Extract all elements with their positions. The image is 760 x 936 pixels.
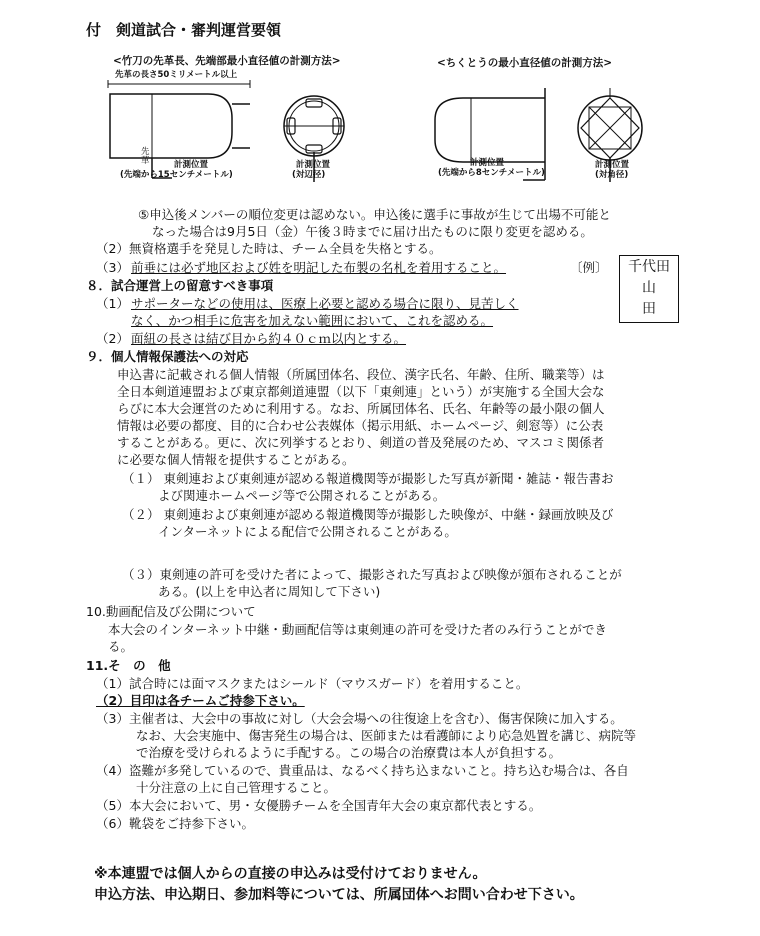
section11-item4-line2: 十分注意の上に自己管理すること。: [136, 780, 337, 795]
right-cross-label: 計測位置: [595, 160, 630, 170]
left-measure-sub: (先端から15センチメートル): [120, 170, 233, 180]
section9-paragraph-line: することがある。更に、次に列挙するとおり、剣道の普及発展のため、マスコミ関係者: [117, 435, 605, 450]
left-measure-label: 計測位置: [174, 160, 209, 170]
section7-item3: 前垂には必ず地区および姓を明記した布製の名札を着用すること。: [131, 260, 507, 275]
name-tag-line: 山: [642, 280, 656, 296]
tip-length-label: 先革の長さ50ミリメートル以上: [115, 70, 238, 80]
section8-item2: 面紐の長さは結び目から約４０ｃｍ以内とする。: [131, 331, 407, 346]
page-title: 付 剣道試合・審判運営要領: [86, 21, 282, 39]
section11-title: 11.そ の 他: [86, 658, 171, 673]
section9-paragraph-line: 全日本剣道連盟および東京都剣道連盟（以下「東剣連」という）が実施する全国大会な: [117, 384, 605, 399]
section11-item5: （5）本大会において、男・女優勝チームを全国青年大会の東京都代表とする。: [96, 798, 542, 813]
section10-line2: る。: [108, 639, 134, 654]
section8-item2-prefix: （2）: [96, 331, 129, 346]
right-figure-caption: <ちくとうの最小直径値の計測方法>: [437, 57, 613, 69]
section7-item2: （2）無資格選手を発見した時は、チーム全員を失格とする。: [96, 241, 442, 256]
section8-title: ８．試合運営上の留意すべき事項: [86, 278, 274, 293]
section11-item1: （1）試合時には面マスクまたはシールド（マウスガード）を着用すること。: [96, 676, 529, 691]
section7-item3-prefix: （3）: [96, 260, 129, 275]
section9-item2-line2: インターネットによる配信で公開されることがある。: [158, 524, 457, 539]
section8-item1-line1: サポーターなどの使用は、医療上必要と認める場合に限り、見苦しく: [131, 296, 519, 311]
right-measure-label: 計測位置: [470, 158, 505, 168]
example-label: 〔例〕: [570, 260, 608, 275]
left-cross-sub: (対辺径): [292, 170, 326, 180]
section9-item1-line2: よび関連ホームページ等で公開されることがある。: [158, 488, 446, 503]
left-cross-label: 計測位置: [296, 160, 331, 170]
section11-item3-line3: で治療を受けられるように手配する。この場合の治療費は本人が負担する。: [136, 745, 562, 760]
section10-title: 10.動画配信及び公開について: [86, 604, 256, 619]
shinai-tip-diagram: [100, 66, 390, 186]
section9-item2-line1: （２） 東剣連および東剣連が認める報道機関等が撮影した映像が、中継・録画放映及び: [122, 507, 614, 522]
section11-item3-line2: なお、大会実施中、傷害発生の場合は、医師または看護師により応急処置を講じ、病院等: [136, 728, 637, 743]
name-tag-example: [619, 255, 679, 323]
section8-item1-line2: なく、かつ相手に危害を加えない範囲において、これを認める。: [131, 313, 494, 328]
section11-item6: （6）靴袋をご持参下さい。: [96, 816, 254, 831]
right-measure-sub: (先端から8センチメートル): [438, 168, 545, 178]
section9-item3-line2: ある。(以上を申込者に周知して下さい): [158, 584, 381, 599]
section9-paragraph-line: に必要な個人情報を提供することがある。: [117, 452, 355, 467]
section9-item1-line1: （１） 東剣連および東剣連が認める報道機関等が撮影した写真が新聞・雑誌・報告書お: [122, 471, 614, 486]
section11-item2: （2）目印は各チームご持参下さい。: [96, 693, 305, 708]
section11-item3-line1: （3）主催者は、大会中の事故に対し（大会会場への往復途上を含む）、傷害保険に加入する。: [96, 711, 623, 726]
section11-item4-line1: （4）盗難が多発しているので、貴重品は、なるべく持ち込まないこと。持ち込む場合は、各自: [96, 763, 629, 778]
item5-line1: ⑤申込後メンバーの順位変更は認めない。申込後に選手に事故が生じて出場不可能と: [138, 207, 611, 222]
section8-item1-prefix: （1）: [96, 296, 129, 311]
name-tag-line: 田: [642, 301, 656, 317]
left-figure-caption: <竹刀の先革長、先端部最小直径値の計測方法>: [113, 55, 341, 67]
section9-paragraph-line: らびに本大会運営のために利用する。なお、所属団体名、氏名、年齢等の最小限の個人: [117, 401, 605, 416]
right-cross-sub: (対角径): [595, 170, 629, 180]
notice-line2: 申込方法、申込期日、参加料等については、所属団体へお問い合わせ下さい。: [94, 887, 584, 903]
sakigawa-label: 先革: [141, 147, 150, 166]
section9-paragraph-line: 情報は必要の都度、目的に合わせ公表媒体（掲示用紙、ホームページ、剣窓等）に公表: [117, 418, 604, 433]
section9-title: ９．個人情報保護法への対応: [86, 349, 249, 364]
item5-line2: なった場合は9月5日（金）午後３時までに届け出たものに限り変更を認める。: [152, 224, 593, 239]
notice-line1: ※本連盟では個人からの直接の申込みは受付けておりません。: [94, 866, 487, 882]
name-tag-line: 千代田: [628, 259, 670, 275]
section9-paragraph-line: 申込書に記載される個人情報（所属団体名、段位、漢字氏名、年齢、住所、職業等）は: [117, 367, 605, 382]
section9-item3-line1: （３）東剣連の許可を受けた者によって、撮影された写真および映像が頒布されることが: [122, 567, 622, 582]
section10-line1: 本大会のインターネット中継・動画配信等は東剣連の許可を受けた者のみ行うことができ: [108, 622, 607, 637]
